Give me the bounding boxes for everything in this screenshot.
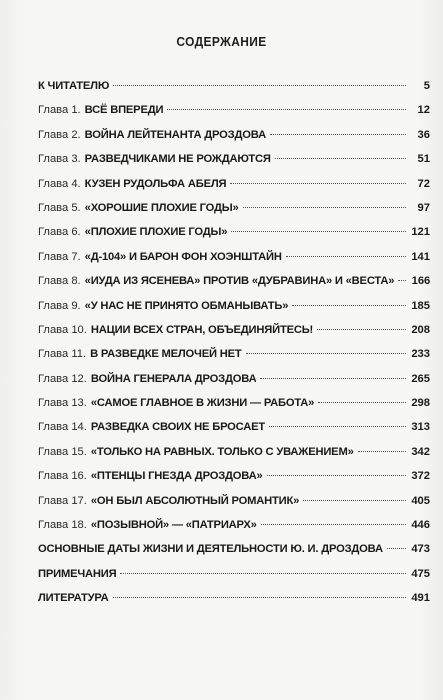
chapter-number: Глава 10. (38, 323, 87, 336)
entry-text (38, 513, 257, 537)
page-number: 473 (411, 543, 430, 556)
page-number: 313 (411, 421, 430, 434)
page-number: 166 (411, 275, 431, 288)
dot-leader (358, 451, 406, 452)
chapter-number: Глава 6. (38, 226, 81, 239)
entry-text (38, 147, 271, 171)
entry-text (38, 367, 256, 391)
chapter-number: Глава 12. (38, 372, 87, 385)
chapter-number: Глава 9. (38, 299, 81, 312)
page-number: 208 (411, 323, 430, 336)
toc-entry (38, 391, 430, 415)
chapter-title: ВОЙНА ГЕНЕРАЛА ДРОЗДОВА (90, 372, 257, 385)
page-number: 405 (411, 494, 430, 507)
toc-entry (38, 586, 430, 610)
toc-entry (38, 196, 430, 220)
chapter-title: «ПЛОХИЕ ПЛОХИЕ ГОДЫ» (84, 226, 228, 239)
chapter-title: К ЧИТАТЕЛЮ (38, 80, 110, 92)
entry-text (38, 464, 263, 488)
dot-leader (317, 329, 406, 330)
dot-leader (267, 475, 406, 476)
dot-leader (275, 158, 406, 159)
dot-leader (120, 573, 406, 574)
dot-leader (167, 109, 406, 110)
dot-leader (113, 85, 406, 86)
page-number: 36 (417, 128, 430, 141)
page-number: 141 (411, 250, 430, 263)
dot-leader (261, 524, 406, 525)
page-number: 72 (417, 177, 430, 190)
entry-text (38, 269, 394, 293)
chapter-title: «ХОРОШИЕ ПЛОХИЕ ГОДЫ» (84, 201, 239, 214)
toc-entry (38, 74, 430, 98)
toc-entry (38, 245, 430, 269)
chapter-title: ПРИМЕЧАНИЯ (38, 567, 117, 580)
page-number: 233 (411, 348, 430, 361)
toc-entry (38, 367, 430, 391)
chapter-number: Глава 14. (38, 421, 87, 434)
entry-text (38, 342, 242, 366)
dot-leader (270, 134, 406, 135)
dot-leader (246, 353, 406, 354)
entry-text (38, 123, 266, 147)
dot-leader (269, 426, 406, 427)
chapter-number: Глава 11. (38, 348, 87, 361)
chapter-number: Глава 16. (38, 470, 87, 483)
chapter-number: Глава 8. (38, 275, 81, 288)
chapter-number: Глава 15. (38, 445, 87, 458)
toc-entry (38, 220, 430, 244)
entry-text (38, 74, 109, 98)
toc-entry (38, 513, 430, 537)
chapter-title: КУЗЕН РУДОЛЬФА АБЕЛЯ (84, 177, 227, 190)
entry-text (38, 98, 163, 122)
table-of-contents (38, 74, 430, 611)
toc-entry (38, 172, 430, 196)
page-number: 265 (411, 372, 430, 385)
page-title: СОДЕРЖАНИЕ (176, 34, 267, 49)
dot-leader (260, 378, 406, 379)
entry-text (38, 415, 265, 439)
chapter-title: ЛИТЕРАТУРА (38, 592, 109, 605)
entry-text (38, 537, 383, 561)
entry-text (38, 245, 282, 269)
entry-text (38, 562, 116, 586)
entry-text (38, 489, 299, 513)
chapter-title: НАЦИИ ВСЕХ СТРАН, ОБЪЕДИНЯЙТЕСЬ! (90, 323, 314, 336)
entry-text (38, 586, 109, 610)
dot-leader (230, 183, 406, 184)
toc-entry (38, 147, 430, 171)
page-number: 51 (417, 153, 430, 166)
chapter-number: Глава 1. (38, 104, 81, 117)
page-number: 5 (423, 80, 430, 92)
entry-text (38, 440, 354, 464)
dot-leader (303, 500, 406, 501)
dot-leader (387, 548, 406, 549)
page-number: 342 (411, 445, 430, 458)
dot-leader (292, 305, 406, 306)
toc-entry (38, 123, 430, 147)
chapter-title: «ПОЗЫВНОЙ» — «ПАТРИАРХ» (90, 519, 257, 532)
chapter-number: Глава 7. (38, 250, 81, 263)
toc-entry (38, 562, 430, 586)
page-number: 475 (411, 567, 430, 580)
page-number: 97 (417, 201, 430, 214)
dot-leader (318, 402, 406, 403)
entry-text (38, 294, 288, 318)
page-number: 446 (411, 519, 430, 532)
toc-entry (38, 489, 430, 513)
toc-entry (38, 98, 430, 122)
entry-text (38, 172, 226, 196)
chapter-title: РАЗВЕДЧИКАМИ НЕ РОЖДАЮТСЯ (84, 153, 271, 166)
chapter-number: Глава 4. (38, 177, 81, 190)
toc-entry (38, 537, 430, 561)
chapter-number: Глава 13. (38, 397, 87, 410)
chapter-number: Глава 5. (38, 201, 81, 214)
chapter-title: «ИУДА ИЗ ЯСЕНЕВА» ПРОТИВ «ДУБРАВИНА» И «ВЕСТА» (84, 275, 395, 288)
toc-entry (38, 464, 430, 488)
chapter-number: Глава 17. (38, 494, 87, 507)
chapter-number: Глава 3. (38, 153, 81, 166)
chapter-title: ОСНОВНЫЕ ДАТЫ ЖИЗНИ И ДЕЯТЕЛЬНОСТИ Ю. И. ДРОЗДОВА (38, 543, 383, 556)
chapter-title: «У НАС НЕ ПРИНЯТО ОБМАНЫВАТЬ» (84, 299, 289, 312)
dot-leader (398, 280, 406, 281)
chapter-title: В РАЗВЕДКЕ МЕЛОЧЕЙ НЕТ (90, 348, 242, 361)
chapter-title: «ОН БЫЛ АБСОЛЮТНЫЙ РОМАНТИК» (90, 494, 300, 507)
entry-text (38, 391, 314, 415)
page-number: 372 (411, 470, 430, 483)
chapter-title: «Д-104» И БАРОН ФОН ХОЭНШТАЙН (84, 250, 282, 263)
toc-entry (38, 294, 430, 318)
page-number: 185 (411, 299, 430, 312)
chapter-title: «ТОЛЬКО НА РАВНЫХ. ТОЛЬКО С УВАЖЕНИЕМ» (90, 445, 354, 458)
chapter-title: РАЗВЕДКА СВОИХ НЕ БРОСАЕТ (90, 421, 266, 434)
dot-leader (243, 207, 406, 208)
chapter-number: Глава 2. (38, 128, 81, 141)
chapter-number: Глава 18. (38, 519, 87, 532)
entry-text (38, 220, 227, 244)
page-number: 12 (417, 104, 430, 117)
dot-leader (231, 231, 406, 232)
toc-entry (38, 269, 430, 293)
page-number: 298 (411, 397, 430, 410)
toc-entry (38, 415, 430, 439)
chapter-title: ВСЁ ВПЕРЕДИ (84, 104, 164, 117)
toc-entry (38, 342, 430, 366)
toc-entry (38, 318, 430, 342)
chapter-title: ВОЙНА ЛЕЙТЕНАНТА ДРОЗДОВА (84, 128, 266, 141)
chapter-title: «ПТЕНЦЫ ГНЕЗДА ДРОЗДОВА» (90, 470, 263, 483)
toc-entry (38, 440, 430, 464)
entry-text (38, 318, 313, 342)
entry-text (38, 196, 239, 220)
page-number: 491 (411, 592, 430, 605)
chapter-title: «САМОЕ ГЛАВНОЕ В ЖИЗНИ — РАБОТА» (90, 397, 315, 410)
page-number: 121 (411, 226, 430, 239)
dot-leader (113, 597, 406, 598)
dot-leader (286, 256, 406, 257)
